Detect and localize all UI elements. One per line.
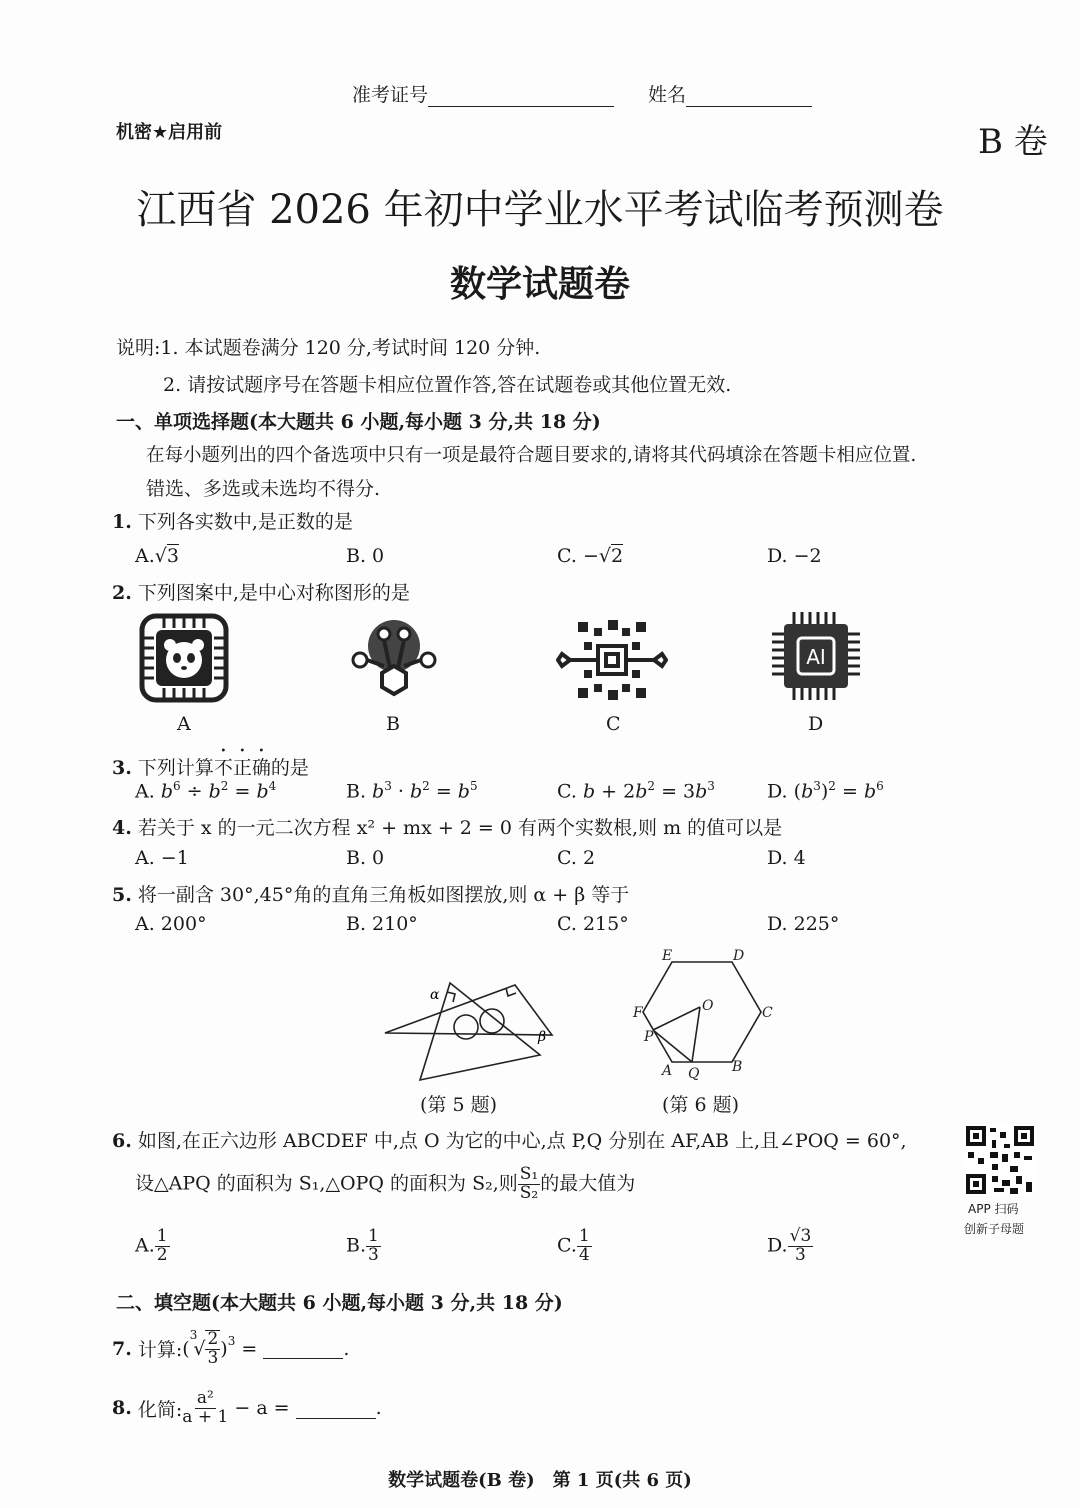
q4-option-c[interactable]: C. 2 xyxy=(557,847,596,869)
svg-text:D: D xyxy=(733,948,745,964)
ai-chip-text: AI xyxy=(806,645,826,669)
q6-option-d[interactable]: D. $\frac{√3}{3}$ xyxy=(767,1226,812,1265)
q3-option-c[interactable]: C. $b + 2b^2 = 3b^3$ xyxy=(557,779,715,803)
q2-label-c: C xyxy=(606,713,621,735)
q4-option-b[interactable]: B. 0 xyxy=(346,847,385,869)
q5-option-b[interactable]: B. 210° xyxy=(346,913,418,935)
q4-option-d[interactable]: D. 4 xyxy=(767,847,806,869)
svg-text:A: A xyxy=(662,1063,673,1079)
question-1: 1. 下列各实数中,是正数的是 xyxy=(112,511,353,533)
exam-number-blank[interactable] xyxy=(428,88,614,107)
q6-option-b[interactable]: B. $\frac{1}{3}$ xyxy=(346,1226,379,1265)
q4-option-a[interactable]: A. −1 xyxy=(135,847,189,869)
q3-option-a[interactable]: A. $b^6 \div b^2 = b^4$ xyxy=(135,779,277,803)
panda-chip-icon[interactable] xyxy=(136,610,232,706)
figure-6-hexagon xyxy=(626,945,776,1080)
q3-option-b[interactable]: B. $b^3 \cdot b^2 = b^5$ xyxy=(346,779,478,803)
qr-caption-2: 创新子母题 xyxy=(964,1222,1025,1236)
section-1-instruction: 在每小题列出的四个备选项中只有一项是最符合题目要求的,请将其代码填涂在答题卡相应位置. xyxy=(146,445,917,466)
q7-answer-blank[interactable] xyxy=(263,1338,343,1359)
figure-6-caption: (第 6 题) xyxy=(662,1094,739,1116)
question-5: 5. 将一副含 30°,45°角的直角三角板如图摆放,则 α + β 等于 xyxy=(112,884,630,906)
q2-label-d: D xyxy=(808,713,824,735)
svg-text:F: F xyxy=(633,1005,643,1021)
question-7: 7. 计算: ( $^3$ √ $\frac{2}{3}$ ) $^3$ = . xyxy=(112,1327,350,1368)
question-6: 6. 如图,在正六边形 ABCDEF 中,点 O 为它的中心,点 P,Q 分别在 AF,AB 上,且∠POQ = 60°, xyxy=(112,1130,907,1152)
paper-version: B 卷 xyxy=(978,122,1048,162)
svg-text:O: O xyxy=(702,998,714,1014)
svg-text:C: C xyxy=(762,1005,773,1021)
question-8: 8. 化简: $\frac{\text{a²}}{a + 1}$ − a = . xyxy=(112,1388,382,1427)
q5-option-a[interactable]: A. 200° xyxy=(135,913,207,935)
section-1-heading: 一、单项选择题(本大题共 6 小题,每小题 3 分,共 18 分) xyxy=(116,411,601,433)
note-2: 2. 请按试题序号在答题卡相应位置作答,答在试题卷或其他位置无效. xyxy=(163,374,732,396)
svg-text:Q: Q xyxy=(688,1066,700,1080)
section-2-heading: 二、填空题(本大题共 6 小题,每小题 3 分,共 18 分) xyxy=(116,1292,563,1314)
name-label: 姓名 xyxy=(648,80,812,107)
exam-number-label: 准考证号 xyxy=(352,80,614,107)
name-blank[interactable] xyxy=(686,88,812,107)
q5-option-c[interactable]: C. 215° xyxy=(557,913,629,935)
q1-option-c[interactable]: C. −√2 xyxy=(557,545,624,567)
qr-code-icon[interactable] xyxy=(964,1124,1036,1196)
confidential-mark: 机密★启用前 xyxy=(116,122,223,143)
q6-option-c[interactable]: C. $\frac{1}{4}$ xyxy=(557,1226,590,1265)
q3-option-d[interactable]: D. $(b^3)^2 = b^6$ xyxy=(767,779,884,803)
circuit-coin-icon[interactable] xyxy=(556,618,668,702)
question-4: 4. 若关于 x 的一元二次方程 x² + mx + 2 = 0 有两个实数根,则 m 的值可以是 xyxy=(112,817,783,839)
question-6-line-2: 设△APQ 的面积为 S₁,△OPQ 的面积为 S₂,则 $\frac{\text{S₁}}{\text{S₂}}$ 的最大值为 xyxy=(135,1164,636,1203)
svg-text:P: P xyxy=(644,1029,654,1045)
exam-subtitle: 数学试题卷 xyxy=(449,264,630,305)
alpha-label: α xyxy=(430,987,440,1003)
q1-option-d[interactable]: D. −2 xyxy=(767,545,822,567)
q5-option-d[interactable]: D. 225° xyxy=(767,913,840,935)
q1-option-b[interactable]: B. 0 xyxy=(346,545,385,567)
q1-option-a[interactable]: A.√3 xyxy=(135,545,179,567)
beta-label: β xyxy=(538,1029,547,1045)
q2-label-b: B xyxy=(386,713,400,735)
svg-text:B: B xyxy=(732,1059,743,1075)
svg-text:E: E xyxy=(662,948,673,964)
q6-option-a[interactable]: A. $\frac{1}{2}$ xyxy=(135,1226,168,1265)
figure-5-caption: (第 5 题) xyxy=(420,1094,497,1116)
section-1-instruction-2: 错选、多选或未选均不得分. xyxy=(146,478,381,500)
figure-5-triangles xyxy=(380,975,560,1085)
note-1: 说明:1. 本试题卷满分 120 分,考试时间 120 分钟. xyxy=(116,337,541,359)
question-3: 3. 下列计算不正确的是 xyxy=(112,757,309,779)
ai-chip-icon[interactable] xyxy=(770,610,862,702)
q2-label-a: A xyxy=(177,713,191,735)
qr-caption-1: APP 扫码 xyxy=(968,1202,1019,1216)
question-2: 2. 下列图案中,是中心对称图形的是 xyxy=(112,582,410,604)
molecule-brain-icon[interactable] xyxy=(348,610,440,706)
q8-answer-blank[interactable] xyxy=(296,1398,376,1419)
exam-title: 江西省 2026 年初中学业水平考试临考预测卷 xyxy=(136,187,944,233)
page-footer: 数学试题卷(B 卷) 第 1 页(共 6 页) xyxy=(388,1470,692,1491)
